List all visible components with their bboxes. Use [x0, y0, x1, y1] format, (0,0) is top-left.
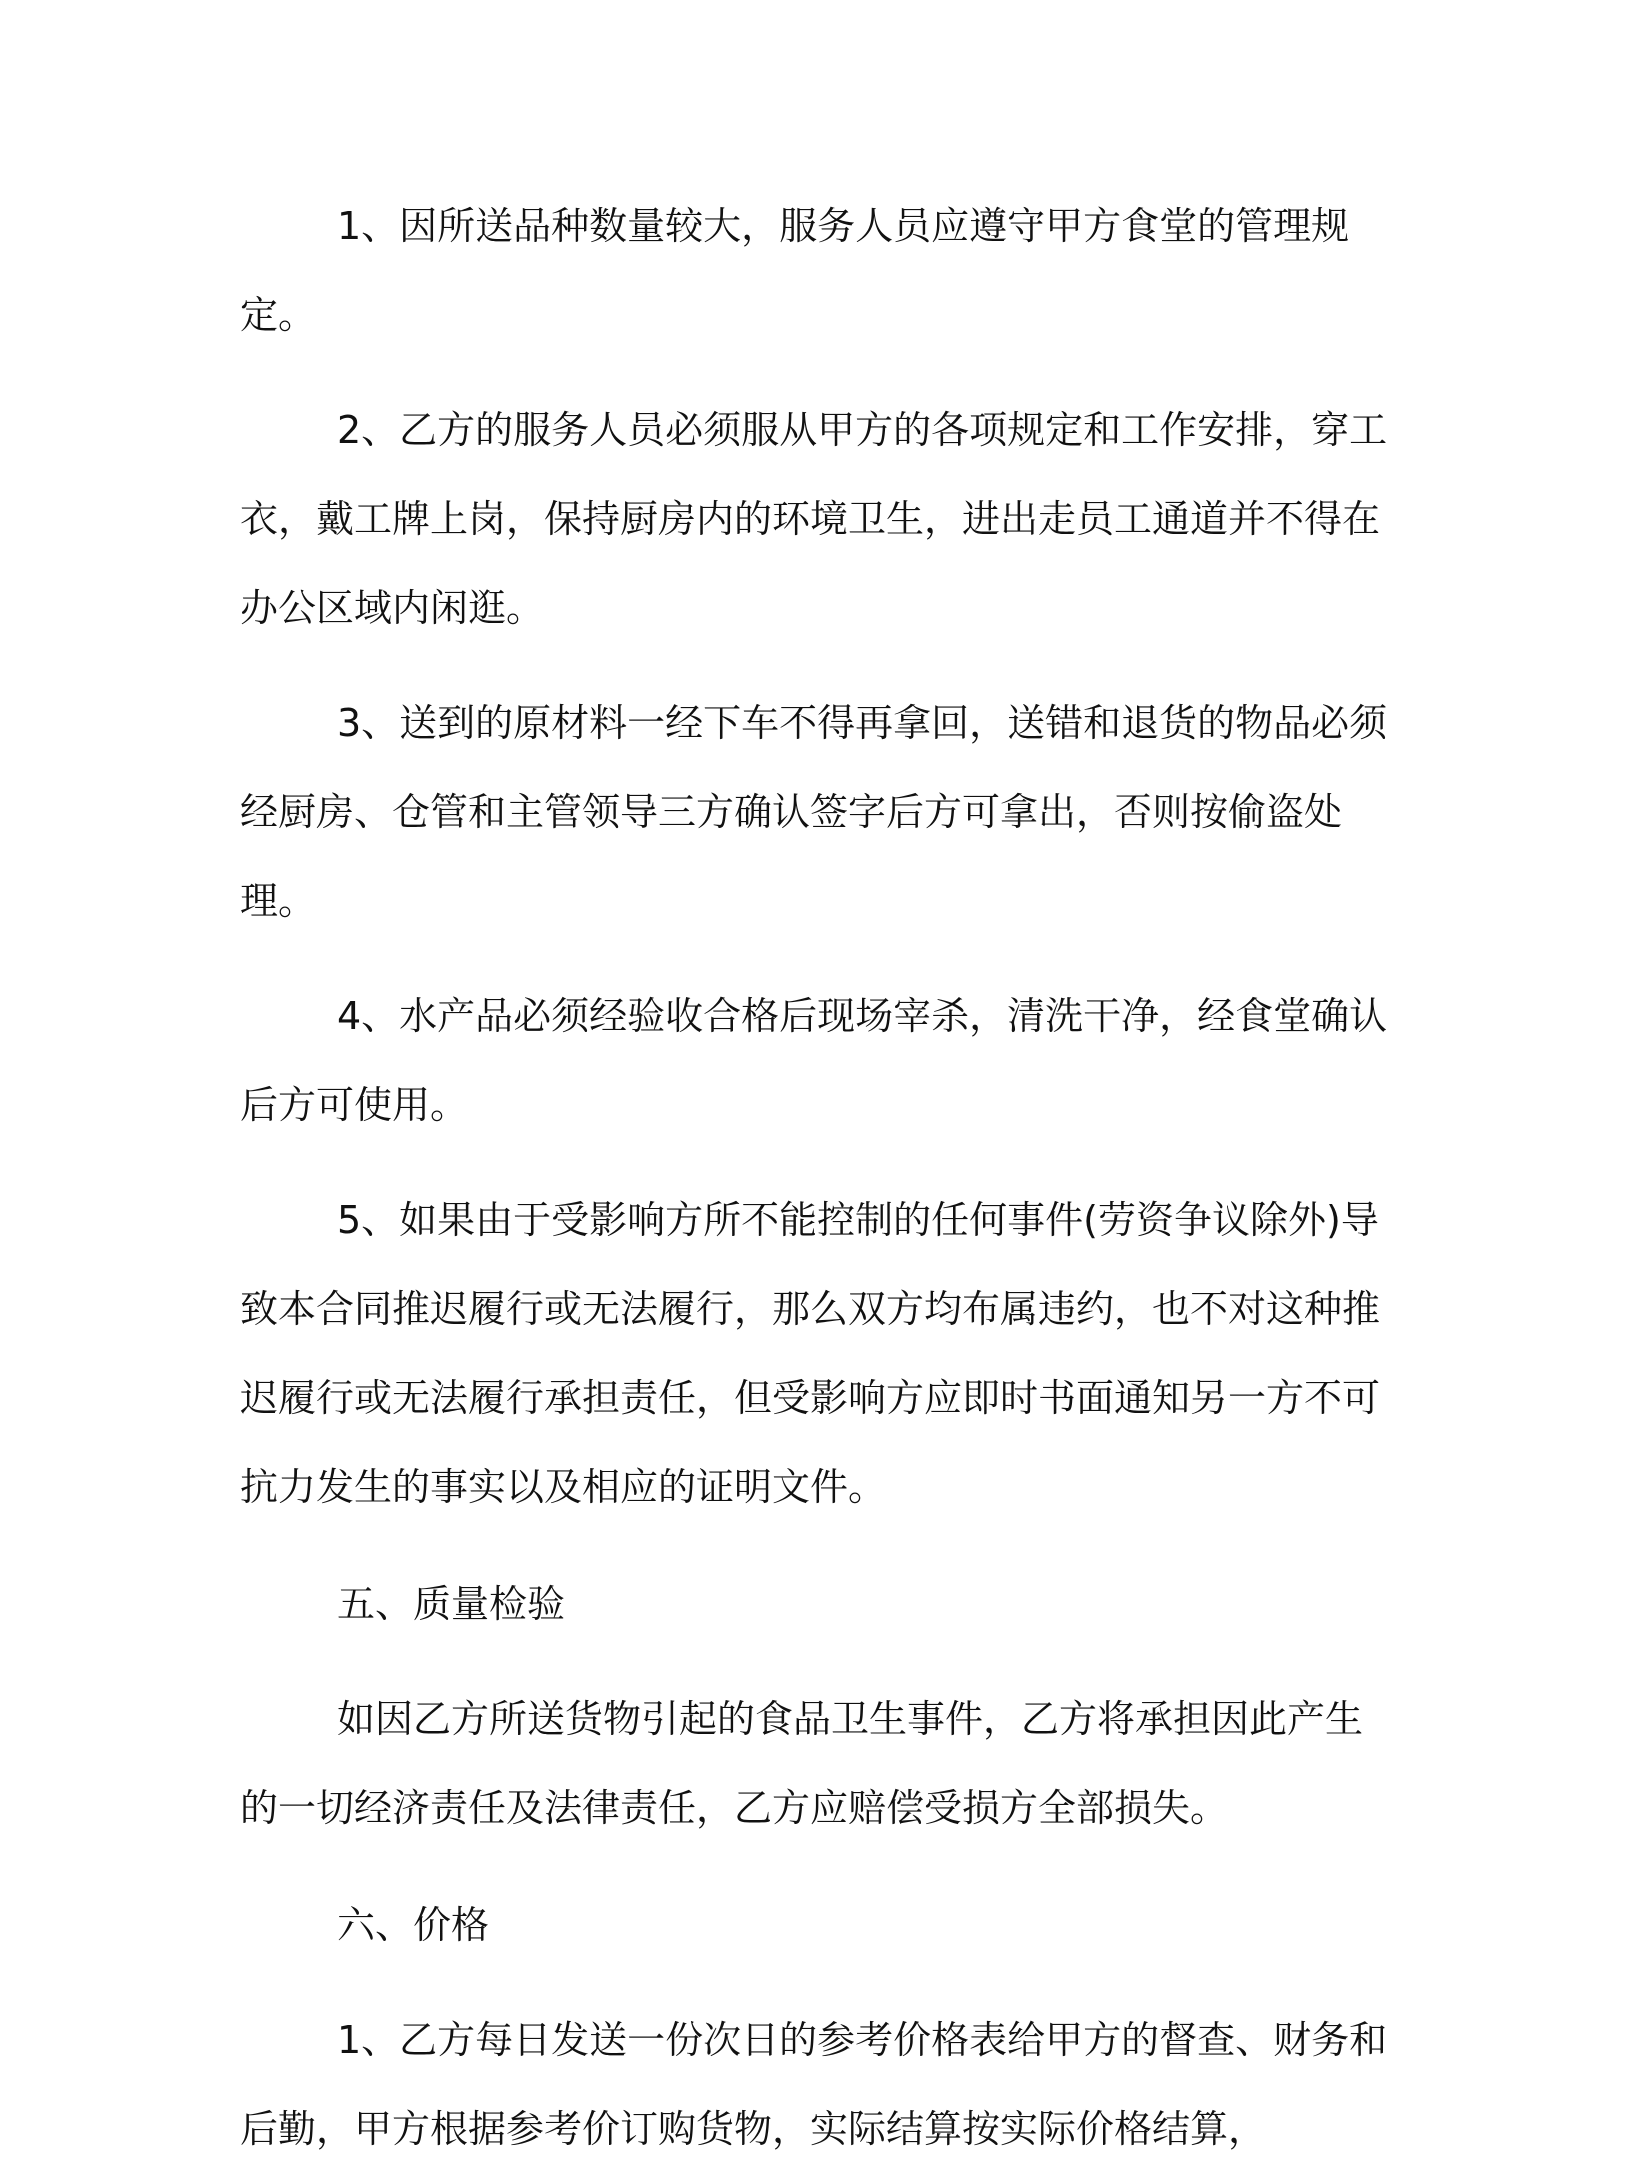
section-heading-price: 六、价格	[337, 1903, 490, 1947]
clause-4: 4、水产品必须经验收合格后现场宰杀，清洗干净，经食堂确认后方可使用。	[240, 994, 1388, 1127]
clause-1: 1、因所送品种数量较大，服务人员应遵守甲方食堂的管理规定。	[240, 204, 1350, 337]
clause-3: 3、送到的原材料一经下车不得再拿回，送错和退货的物品必须经厨房、仓管和主管领导三方确认签字后方可拿出，否则按偷盗处理。	[240, 701, 1388, 923]
clause-5: 5、如果由于受影响方所不能控制的任何事件(劳资争议除外)导致本合同推迟履行或无法履行，那么双方均布属违约，也不对这种推迟履行或无法履行承担责任，但受影响方应即时书面通知另一方不可抗力发生的事实以及相应的证明文件。	[240, 1198, 1381, 1509]
clause-2: 2、乙方的服务人员必须服从甲方的各项规定和工作安排，穿工衣，戴工牌上岗，保持厨房内的环境卫生，进出走员工通道并不得在办公区域内闲逛。	[240, 408, 1388, 630]
section-body-quality: 如因乙方所送货物引起的食品卫生事件，乙方将承担因此产生的一切经济责任及法律责任，乙方应赔偿受损方全部损失。	[240, 1697, 1364, 1830]
document-page	[240, 182, 1400, 2174]
section-body-price: 1、乙方每日发送一份次日的参考价格表给甲方的督查、财务和后勤，甲方根据参考价订购货物，实际结算按实际价格结算，	[240, 2018, 1388, 2151]
section-heading-quality: 五、质量检验	[337, 1582, 566, 1626]
